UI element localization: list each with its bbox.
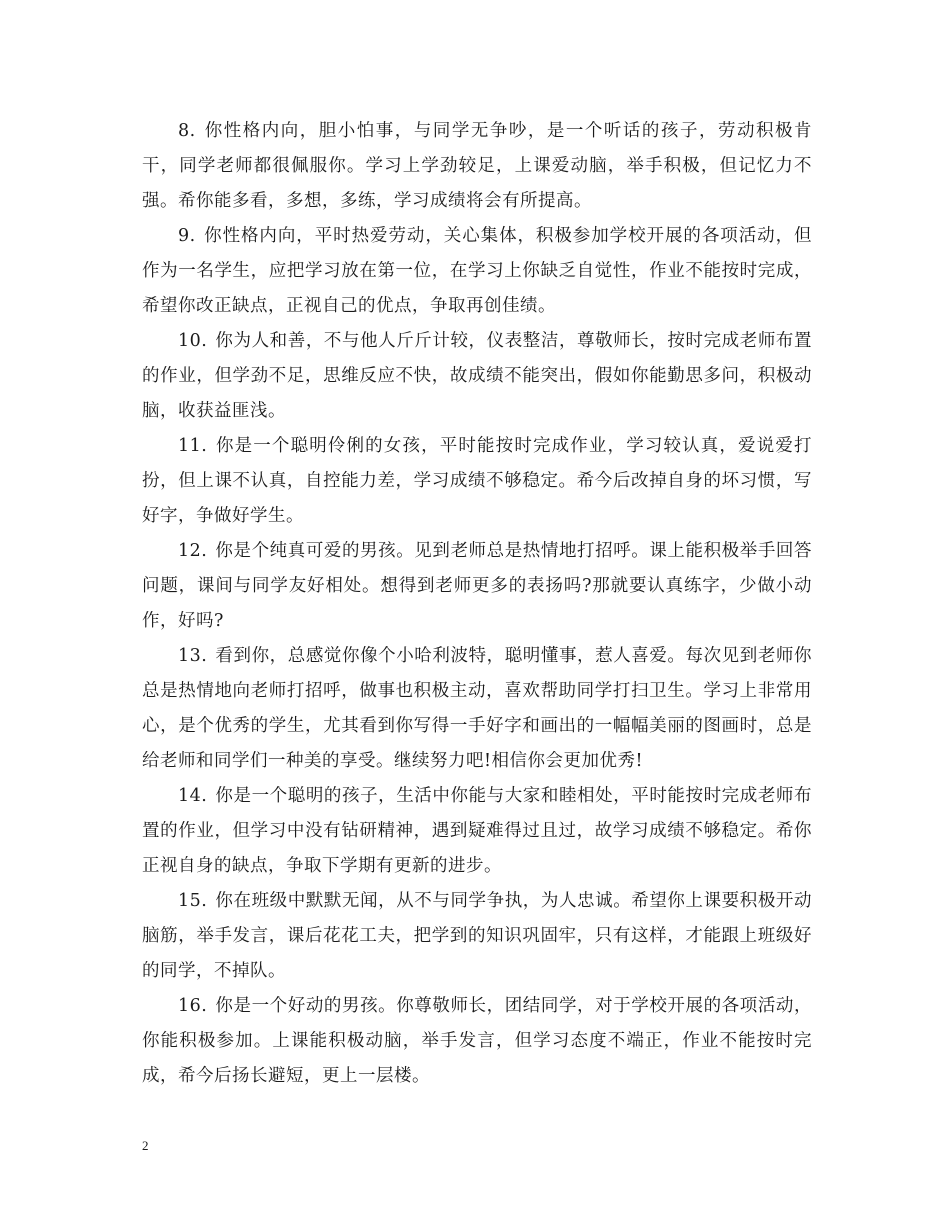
paragraph-number: 13.: [178, 646, 208, 666]
comment-paragraph: [142, 989, 812, 1094]
paragraph-text: 你性格内向，胆小怕事，与同学无争吵，是一个听话的孩子，劳动积极肯干，同学老师都很佩服你。学习上学劲较足，上课爱动脑，举手积极，但记忆力不强。希你能多看，多想，多练，学习成绩将会有所提高。: [142, 121, 812, 211]
comment-paragraph: [142, 779, 812, 884]
paragraph-number: 15.: [178, 891, 208, 911]
paragraph-number: 16.: [178, 996, 208, 1016]
paragraph-number: 14.: [178, 786, 208, 806]
comment-paragraph: [142, 429, 812, 534]
comment-paragraph: [142, 639, 812, 779]
paragraph-text: 你是一个好动的男孩。你尊敬师长，团结同学，对于学校开展的各项活动，你能积极参加。上课能积极动脑，举手发言，但学习态度不端正，作业不能按时完成，希今后扬长避短，更上一层楼。: [142, 996, 812, 1086]
paragraph-number: 9.: [178, 226, 196, 246]
paragraph-text: 你是一个聪明伶俐的女孩，平时能按时完成作业，学习较认真，爱说爱打扮，但上课不认真，自控能力差，学习成绩不够稳定。希今后改掉自身的坏习惯，写好字，争做好学生。: [142, 436, 812, 526]
paragraph-text: 你是个纯真可爱的男孩。见到老师总是热情地打招呼。课上能积极举手回答问题，课间与同学友好相处。想得到老师更多的表扬吗?那就要认真练字，少做小动作，好吗?: [142, 541, 812, 631]
document-body: [142, 114, 812, 1094]
comment-paragraph: [142, 324, 812, 429]
paragraph-text: 你为人和善，不与他人斤斤计较，仪表整洁，尊敬师长，按时完成老师布置的作业，但学劲不足，思维反应不快，故成绩不能突出，假如你能勤思多问，积极动脑，收获益匪浅。: [142, 331, 812, 421]
comment-paragraph: [142, 114, 812, 219]
comment-paragraph: [142, 219, 812, 324]
paragraph-text: 你是一个聪明的孩子，生活中你能与大家和睦相处，平时能按时完成老师布置的作业，但学习中没有钻研精神，遇到疑难得过且过，故学习成绩不够稳定。希你正视自身的缺点，争取下学期有更新的进步。: [142, 786, 812, 876]
paragraph-text: 看到你，总感觉你像个小哈利波特，聪明懂事，惹人喜爱。每次见到老师你总是热情地向老师打招呼，做事也积极主动，喜欢帮助同学打扫卫生。学习上非常用心，是个优秀的学生，尤其看到你写得一手好字和画出的一幅幅美丽的图画时，总是给老师和同学们一种美的享受。继续努力吧!相信你会更加优秀!: [142, 646, 812, 771]
paragraph-number: 12.: [178, 541, 208, 561]
paragraph-number: 10.: [178, 331, 208, 351]
paragraph-number: 11.: [178, 436, 208, 456]
paragraph-text: 你在班级中默默无闻，从不与同学争执，为人忠诚。希望你上课要积极开动脑筋，举手发言，课后花花工夫，把学到的知识巩固牢，只有这样，才能跟上班级好的同学，不掉队。: [142, 891, 812, 981]
paragraph-text: 你性格内向，平时热爱劳动，关心集体，积极参加学校开展的各项活动，但作为一名学生，应把学习放在第一位，在学习上你缺乏自觉性，作业不能按时完成，希望你改正缺点，正视自己的优点，争取再创佳绩。: [142, 226, 812, 316]
paragraph-number: 8.: [178, 121, 196, 141]
comment-paragraph: [142, 534, 812, 639]
page-number: 2: [142, 1138, 149, 1153]
comment-paragraph: [142, 884, 812, 989]
